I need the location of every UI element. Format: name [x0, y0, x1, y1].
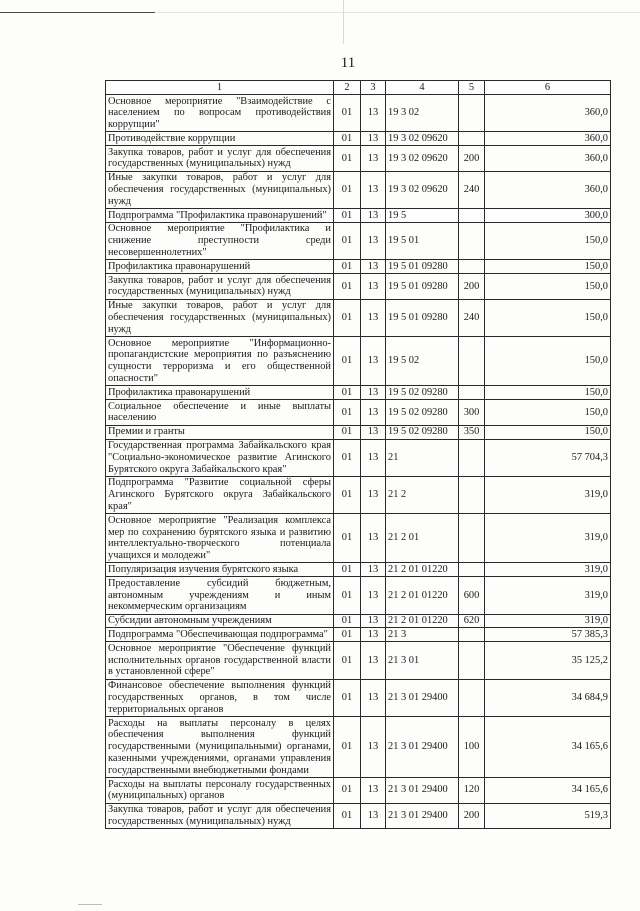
row-label: Иные закупки товаров, работ и услуг для обеспечения государственных (муниципальных) нужд: [106, 171, 334, 208]
amount: 150,0: [485, 274, 611, 300]
target-article-code: 21 3 01 29400: [386, 803, 459, 829]
row-label: Основное мероприятие "Профилактика и снижение преступности среди несовершеннолетних": [106, 222, 334, 259]
target-article-code: 21 2 01 01220: [386, 614, 459, 628]
subsection-code: 13: [361, 476, 386, 513]
section-code: 01: [334, 171, 361, 208]
section-code: 01: [334, 717, 361, 778]
amount: 34 684,9: [485, 679, 611, 716]
expense-type-code: [459, 209, 485, 223]
row-label: Подпрограмма "Обеспечивающая подпрограмма": [106, 628, 334, 642]
header-col-2: 2: [334, 81, 361, 95]
table-row: [106, 386, 611, 400]
section-code: 01: [334, 679, 361, 716]
expense-type-code: [459, 514, 485, 563]
expense-type-code: [459, 260, 485, 274]
scan-edge-line-faint: [155, 12, 640, 13]
section-code: 01: [334, 209, 361, 223]
table-body: [106, 95, 611, 829]
table-row: [106, 439, 611, 476]
section-code: 01: [334, 439, 361, 476]
target-article-code: 19 5 02 09280: [386, 386, 459, 400]
amount: 150,0: [485, 400, 611, 426]
amount: 319,0: [485, 614, 611, 628]
table-row: [106, 425, 611, 439]
target-article-code: 21 3 01 29400: [386, 778, 459, 804]
target-article-code: 19 5: [386, 209, 459, 223]
subsection-code: 13: [361, 132, 386, 146]
expense-type-code: 200: [459, 274, 485, 300]
section-code: 01: [334, 299, 361, 336]
row-label: Подпрограмма "Развитие социальной сферы Агинского Бурятского округа Забайкальского края": [106, 476, 334, 513]
expense-type-code: 620: [459, 614, 485, 628]
target-article-code: 21 2 01 01220: [386, 563, 459, 577]
expense-type-code: 300: [459, 400, 485, 426]
amount: 150,0: [485, 386, 611, 400]
subsection-code: 13: [361, 514, 386, 563]
budget-table: [105, 80, 611, 829]
subsection-code: 13: [361, 803, 386, 829]
subsection-code: 13: [361, 146, 386, 172]
row-label: Субсидии автономным учреждениям: [106, 614, 334, 628]
section-code: 01: [334, 146, 361, 172]
table-row: [106, 803, 611, 829]
expense-type-code: [459, 563, 485, 577]
row-label: Основное мероприятие "Обеспечение функций исполнительных органов государственной власти в установленной сфере": [106, 642, 334, 679]
row-label: Расходы на выплаты персоналу в целях обеспечения выполнения функций государственными (муниципальными) органами, казенными учреждениями, органами управления государственными внебюджетными фондами: [106, 717, 334, 778]
header-col-5: 5: [459, 81, 485, 95]
expense-type-code: 100: [459, 717, 485, 778]
expense-type-code: 120: [459, 778, 485, 804]
expense-type-code: [459, 628, 485, 642]
table-row: [106, 132, 611, 146]
expense-type-code: 240: [459, 171, 485, 208]
section-code: 01: [334, 628, 361, 642]
expense-type-code: [459, 95, 485, 132]
header-col-1: 1: [106, 81, 334, 95]
section-code: 01: [334, 614, 361, 628]
target-article-code: 19 5 01 09280: [386, 299, 459, 336]
header-col-4: 4: [386, 81, 459, 95]
section-code: 01: [334, 803, 361, 829]
row-label: Финансовое обеспечение выполнения функций государственных органов, в том числе территориальных органов: [106, 679, 334, 716]
target-article-code: 19 3 02 09620: [386, 146, 459, 172]
target-article-code: 21 3 01 29400: [386, 679, 459, 716]
scan-fold-line: [343, 0, 344, 44]
table-row: [106, 222, 611, 259]
target-article-code: 21 2 01 01220: [386, 577, 459, 614]
table-row: [106, 679, 611, 716]
table-row: [106, 299, 611, 336]
table-row: [106, 400, 611, 426]
header-row: [106, 81, 611, 95]
target-article-code: 21: [386, 439, 459, 476]
row-label: Популяризация изучения бурятского языка: [106, 563, 334, 577]
section-code: 01: [334, 222, 361, 259]
subsection-code: 13: [361, 274, 386, 300]
expense-type-code: 200: [459, 803, 485, 829]
subsection-code: 13: [361, 171, 386, 208]
amount: 150,0: [485, 337, 611, 386]
table-row: [106, 778, 611, 804]
table-row: [106, 476, 611, 513]
target-article-code: 19 5 02 09280: [386, 425, 459, 439]
subsection-code: 13: [361, 628, 386, 642]
expense-type-code: [459, 679, 485, 716]
table-row: [106, 209, 611, 223]
subsection-code: 13: [361, 299, 386, 336]
table-row: [106, 577, 611, 614]
section-code: 01: [334, 95, 361, 132]
header-col-6: 6: [485, 81, 611, 95]
subsection-code: 13: [361, 95, 386, 132]
target-article-code: 19 5 01 09280: [386, 274, 459, 300]
section-code: 01: [334, 476, 361, 513]
target-article-code: 21 3: [386, 628, 459, 642]
table-row: [106, 628, 611, 642]
target-article-code: 21 3 01 29400: [386, 717, 459, 778]
target-article-code: 19 5 02 09280: [386, 400, 459, 426]
section-code: 01: [334, 577, 361, 614]
section-code: 01: [334, 260, 361, 274]
table-row: [106, 146, 611, 172]
amount: 150,0: [485, 222, 611, 259]
row-label: Основное мероприятие "Реализация комплекса мер по сохранению бурятского языка и развитию интеллектуально-творческого потенциала учащихся и молодежи": [106, 514, 334, 563]
expense-type-code: 200: [459, 146, 485, 172]
amount: 34 165,6: [485, 717, 611, 778]
subsection-code: 13: [361, 642, 386, 679]
row-label: Премии и гранты: [106, 425, 334, 439]
amount: 319,0: [485, 563, 611, 577]
target-article-code: 19 3 02 09620: [386, 132, 459, 146]
table-row: [106, 717, 611, 778]
amount: 319,0: [485, 577, 611, 614]
section-code: 01: [334, 274, 361, 300]
expense-type-code: 600: [459, 577, 485, 614]
table-row: [106, 337, 611, 386]
scan-edge-line: [0, 12, 155, 13]
amount: 150,0: [485, 260, 611, 274]
target-article-code: 19 3 02: [386, 95, 459, 132]
amount: 360,0: [485, 171, 611, 208]
section-code: 01: [334, 337, 361, 386]
expense-type-code: [459, 386, 485, 400]
section-code: 01: [334, 386, 361, 400]
target-article-code: 19 5 01 09280: [386, 260, 459, 274]
expense-type-code: [459, 337, 485, 386]
row-label: Подпрограмма "Профилактика правонарушений": [106, 209, 334, 223]
amount: 150,0: [485, 425, 611, 439]
table-row: [106, 642, 611, 679]
target-article-code: 19 3 02 09620: [386, 171, 459, 208]
target-article-code: 21 3 01: [386, 642, 459, 679]
amount: 150,0: [485, 299, 611, 336]
row-label: Расходы на выплаты персоналу государственных (муниципальных) органов: [106, 778, 334, 804]
table-row: [106, 260, 611, 274]
amount: 300,0: [485, 209, 611, 223]
row-label: Профилактика правонарушений: [106, 386, 334, 400]
section-code: 01: [334, 514, 361, 563]
amount: 319,0: [485, 514, 611, 563]
table-row: [106, 563, 611, 577]
amount: 519,3: [485, 803, 611, 829]
amount: 319,0: [485, 476, 611, 513]
scan-bottom-mark: [78, 904, 102, 905]
expense-type-code: 240: [459, 299, 485, 336]
amount: 57 385,3: [485, 628, 611, 642]
section-code: 01: [334, 132, 361, 146]
expense-type-code: 350: [459, 425, 485, 439]
subsection-code: 13: [361, 386, 386, 400]
row-label: Профилактика правонарушений: [106, 260, 334, 274]
row-label: Иные закупки товаров, работ и услуг для обеспечения государственных (муниципальных) нужд: [106, 299, 334, 336]
subsection-code: 13: [361, 563, 386, 577]
section-code: 01: [334, 400, 361, 426]
row-label: Закупка товаров, работ и услуг для обеспечения государственных (муниципальных) нужд: [106, 146, 334, 172]
expense-type-code: [459, 642, 485, 679]
table-row: [106, 171, 611, 208]
row-label: Закупка товаров, работ и услуг для обеспечения государственных (муниципальных) нужд: [106, 274, 334, 300]
amount: 34 165,6: [485, 778, 611, 804]
amount: 57 704,3: [485, 439, 611, 476]
subsection-code: 13: [361, 614, 386, 628]
subsection-code: 13: [361, 439, 386, 476]
expense-type-code: [459, 132, 485, 146]
row-label: Закупка товаров, работ и услуг для обеспечения государственных (муниципальных) нужд: [106, 803, 334, 829]
subsection-code: 13: [361, 209, 386, 223]
amount: 360,0: [485, 146, 611, 172]
section-code: 01: [334, 778, 361, 804]
section-code: 01: [334, 642, 361, 679]
table-row: [106, 95, 611, 132]
subsection-code: 13: [361, 425, 386, 439]
section-code: 01: [334, 563, 361, 577]
table-row: [106, 274, 611, 300]
amount: 35 125,2: [485, 642, 611, 679]
row-label: Предоставление субсидий бюджетным, автономным учреждениям и иным некоммерческим организациям: [106, 577, 334, 614]
expense-type-code: [459, 476, 485, 513]
amount: 360,0: [485, 132, 611, 146]
table-row: [106, 514, 611, 563]
row-label: Основное мероприятие "Информационно-пропагандистские мероприятия по разъяснению сущности терроризма и его общественной опасности": [106, 337, 334, 386]
subsection-code: 13: [361, 778, 386, 804]
subsection-code: 13: [361, 337, 386, 386]
target-article-code: 19 5 02: [386, 337, 459, 386]
section-code: 01: [334, 425, 361, 439]
row-label: Социальное обеспечение и иные выплаты населению: [106, 400, 334, 426]
subsection-code: 13: [361, 717, 386, 778]
expense-type-code: [459, 222, 485, 259]
amount: 360,0: [485, 95, 611, 132]
subsection-code: 13: [361, 260, 386, 274]
expense-type-code: [459, 439, 485, 476]
header-col-3: 3: [361, 81, 386, 95]
target-article-code: 21 2 01: [386, 514, 459, 563]
row-label: Основное мероприятие "Взаимодействие с населением по вопросам противодействия коррупции": [106, 95, 334, 132]
subsection-code: 13: [361, 400, 386, 426]
target-article-code: 19 5 01: [386, 222, 459, 259]
target-article-code: 21 2: [386, 476, 459, 513]
row-label: Противодействие коррупции: [106, 132, 334, 146]
row-label: Государственная программа Забайкальского края "Социально-экономическое развитие Агинского Бурятского округа Забайкальского края": [106, 439, 334, 476]
subsection-code: 13: [361, 577, 386, 614]
subsection-code: 13: [361, 679, 386, 716]
subsection-code: 13: [361, 222, 386, 259]
table-row: [106, 614, 611, 628]
page-number: 11: [340, 55, 356, 71]
